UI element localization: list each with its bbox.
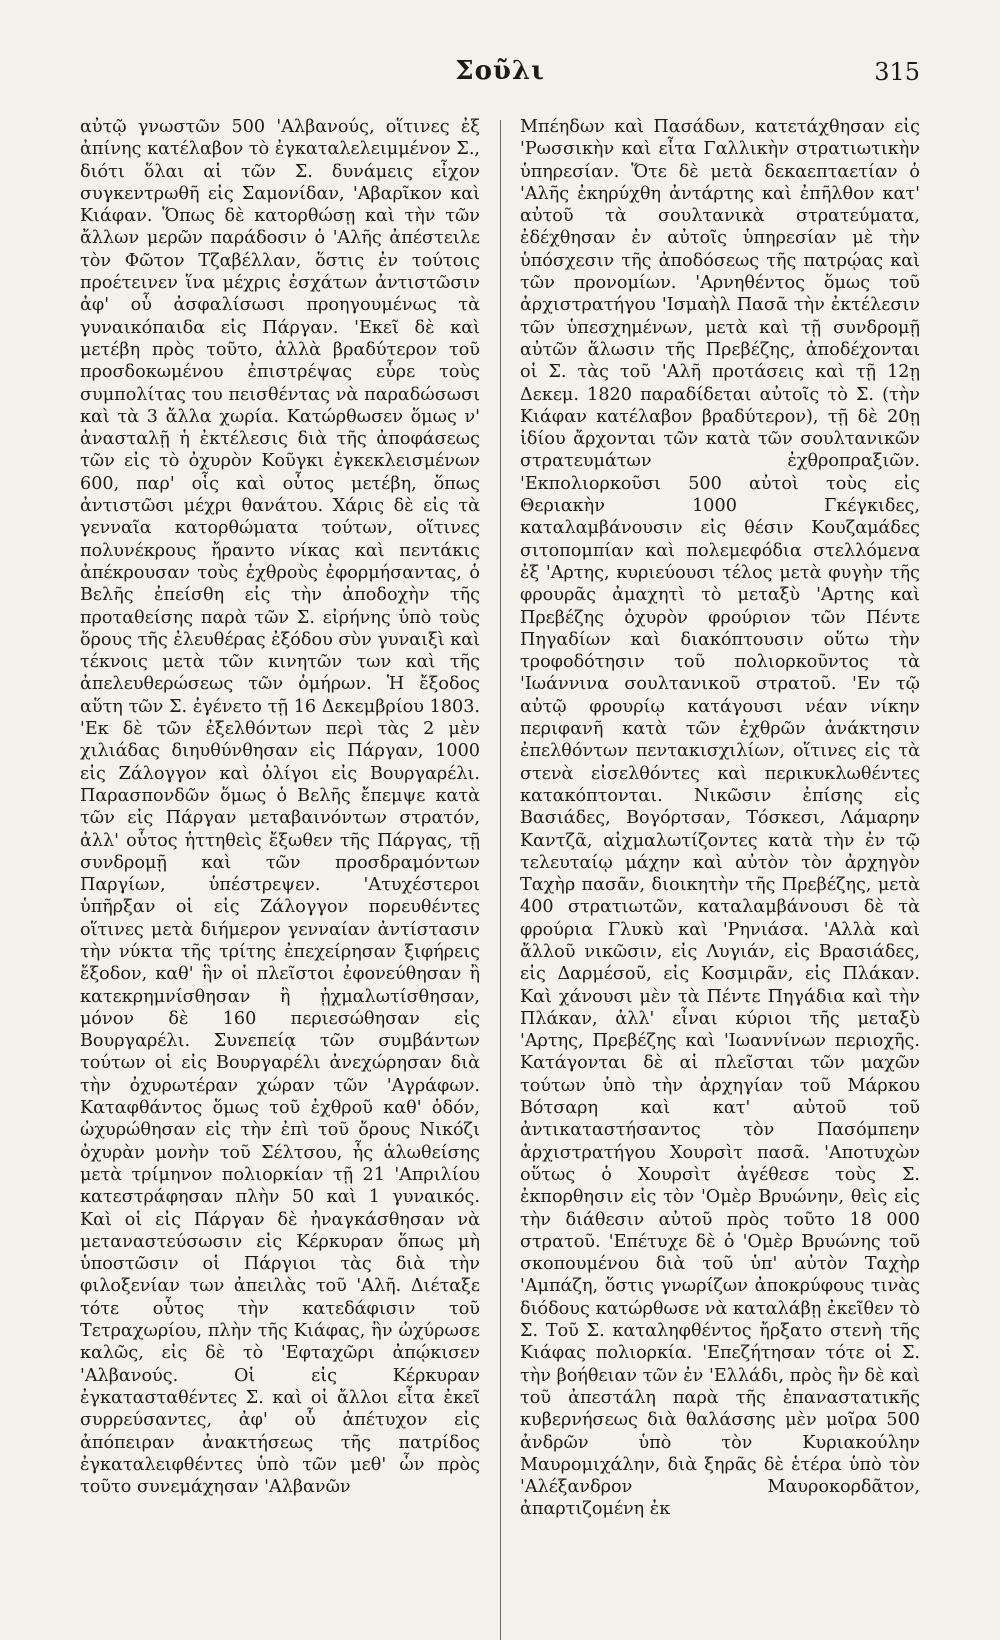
page-header (80, 56, 920, 96)
column-divider (500, 120, 501, 1640)
text-columns (80, 116, 920, 1640)
running-head: Σοῦλι (455, 56, 545, 86)
page-number: 315 (874, 58, 920, 86)
left-column-text: αὐτῷ γνωστῶν 500 'Αλβανούς, οἵτινες ἐξ ἀπίνης κατέλαβον τὸ ἐγκαταλελειμμένον Σ., διότι ὅλαι αἱ τῶν Σ. δυνάμεις εἶχον συγκεντρωθῆ εἰς Σαμονίδαν, 'Αβαρῖκον καὶ Κιάφαν. Ὅπως δὲ κατορθώσῃ καὶ τὴν τῶν ἄλλων μερῶν παράδοσιν ὁ 'Αλῆς ἀπέστειλε τὸν Φῶτον Τζαβέλλαν, ὅστις ἐν τούτοις προέτεινεν ἵνα μέχρις ἐσχάτων ἀντιστῶσιν ἀφ' οὗ ἀσφαλίσωσι προηγουμένως τὰ γυναικόπαιδα εἰς Πάργαν. 'Εκεῖ δὲ καὶ μετέβη πρὸς τοῦτο, ἀλλὰ βραδύτερον τοῦ προσδοκωμένου ἐπιστρέψας εὗρε τοὺς συμπολίτας του πεισθέντας νὰ παραδώσωσι καὶ τὰ 3 ἄλλα χωρία. Κατώρθωσεν ὅμως ν' ἀνασταλῇ ἡ ἐκτέλεσις διὰ τῆς ἀποφάσεως τῶν εἰς τὸ ὀχυρὸν Κοῦγκι ἐγκεκλεισμένων 600, παρ' οἷς καὶ οὗτος μετέβη, ὅπως ἀντιστῶσι μέχρι θανάτου. Χάρις δὲ εἰς τὰ γενναῖα κατορθώματα τούτων, οἵτινες πολυνέκρους ἤραντο νίκας καὶ πεντάκις ἀπέκρουσαν τοὺς ἐχθροὺς ἐφορμήσαντας, ὁ Βελῆς ἐπείσθη εἰς τὴν ἀποδοχὴν τῆς προταθείσης παρὰ τῶν Σ. εἰρήνης ὑπὸ τοὺς ὅρους τῆς ἐλευθέρας ἐξόδου σὺν γυναιξὶ καὶ τέκνοις μετὰ τῶν κινητῶν των καὶ τῆς ἀπελευθερώσεως τῶν ὁμήρων. Ἡ ἔξοδος αὕτη τῶν Σ. ἐγένετο τῇ 16 Δεκεμβρίου 1803. 'Εκ δὲ τῶν ἐξελθόντων περὶ τὰς 2 μὲν χιλιάδας διηυθύνθησαν εἰς Πάργαν, 1000 εἰς Ζάλογγον καὶ ὀλίγοι εἰς Βουργαρέλι. Παρασπονδῶν ὅμως ὁ Βελῆς ἔπεμψε κατὰ τῶν εἰς Πάργαν μεταβαινόντων στρατόν, ἀλλ' οὗτος ἡττηθεὶς ἔξωθεν τῆς Πάργας, τῇ συνδρομῇ καὶ τῶν προσδραμόντων Παργίων, ὑπέστρεψεν. 'Ατυχέστεροι ὑπῆρξαν οἱ εἰς Ζάλογγον πορευθέντες οἵτινες μετὰ διήμερον γενναίαν ἀντίστασιν τὴν νύκτα τῆς τρίτης ἐπεχείρησαν ξιφήρεις ἔξοδον, καθ' ἣν οἱ πλεῖστοι ἐφονεύθησαν ἢ κατεκρημνίσθησαν ἢ ᾐχμαλωτίσθησαν, μόνον δὲ 160 περιεσώθησαν εἰς Βουργαρέλι. Συνεπείᾳ τῶν συμβάντων τούτων οἱ εἰς Βουργαρέλι ἀνεχώρησαν διὰ τὴν ὀχυρωτέραν χώραν τῶν 'Αγράφων. Καταφθάντος ὅμως τοῦ ἐχθροῦ καθ' ὁδόν, ὠχυρώθησαν εἰς τὴν ἐπὶ τοῦ ὄρους Νικόζι ὀχυρὰν μονὴν τοῦ Σέλτσου, ἧς ἁλωθείσης μετὰ τρίμηνον πολιορκίαν τῇ 21 'Απριλίου κατεστράφησαν πλὴν 50 καὶ 1 γυναικός. Καὶ οἱ εἰς Πάργαν δὲ ἠναγκάσθησαν νὰ μεταναστεύσωσιν εἰς Κέρκυραν ὅπως μὴ ὑποστῶσιν οἱ Πάργιοι τὰς διὰ τὴν φιλοξενίαν των ἀπειλὰς τοῦ 'Αλῆ. Διέταξε τότε οὗτος τὴν κατεδάφισιν τοῦ Τετραχωρίου, πλὴν τῆς Κιάφας, ἣν ὠχύρωσε καλῶς, εἰς δὲ τὸ 'Εφταχῶρι ἀπῴκισεν 'Αλβανούς. Οἱ εἰς Κέρκυραν ἐγκατασταθέντες Σ. καὶ οἱ ἄλλοι εἶτα ἐκεῖ συρρεύσαντες, ἀφ' οὗ ἀπέτυχον εἰς ἀπόπειραν ἀνακτήσεως τῆς πατρίδος ἐγκαταλειφθέντες ὑπὸ τῶν μεθ' ὧν πρὸς τοῦτο συνεμάχησαν 'Αλβανῶν (80, 117, 481, 1498)
right-column-text: Μπέηδων καὶ Πασάδων, κατετάχθησαν εἰς 'Ρωσσικὴν καὶ εἶτα Γαλλικὴν στρατιωτικὴν ὑπηρεσίαν. Ὅτε δὲ μετὰ δεκαεπταετίαν ὁ 'Αλῆς ἐκηρύχθη ἀντάρτης καὶ ἐπῆλθον κατ' αὐτοῦ τὰ σουλτανικὰ στρατεύματα, ἐδέχθησαν ἐν αὐτοῖς ὑπηρεσίαν μὲ τὴν ὑπόσχεσιν τῆς ἀποδόσεως τῆς πατρῴας καὶ τῶν προνομίων. 'Αρνηθέντος ὅμως τοῦ ἀρχιστρατήγου 'Ισμαὴλ Πασᾶ τὴν ἐκτέλεσιν τῶν ὑπεσχημένων, μετὰ καὶ τῇ συνδρομῇ αὐτῶν ἅλωσιν τῆς Πρεβέζης, ἀποδέχονται οἱ Σ. τὰς τοῦ 'Αλῆ προτάσεις καὶ τῇ 12ῃ Δεκεμ. 1820 παραδίδεται αὐτοῖς τὸ Σ. (τὴν Κιάφαν κατέλαβον βραδύτερον), τῇ δὲ 20ῃ ἰδίου ἄρχονται τῶν κατὰ τῶν σουλτανικῶν στρατευμάτων ἐχθροπραξιῶν. 'Εκπολιορκοῦσι 500 αὐτοὶ τοὺς εἰς Θεριακὴν 1000 Γκέγκιδες, καταλαμβάνουσιν εἰς θέσιν Κουζαμάδες σιτοπομπίαν καὶ πολεμεφόδια στελλόμενα ἐξ 'Αρτης, κυριεύουσι τέλος μετὰ φυγὴν τῆς φρουρᾶς ἀμαχητὶ τὸ μεταξὺ 'Αρτης καὶ Πρεβέζης ὀχυρὸν φρούριον τῶν Πέντε Πηγαδίων καὶ διακόπτουσιν οὕτω τὴν τροφοδότησιν τοῦ πολιορκοῦντος τὰ 'Ιωάννινα σουλτανικοῦ στρατοῦ. 'Εν τῷ αὐτῷ φρουρίῳ κατάγουσι νέαν νίκην περιφανῆ κατὰ τῶν ἐχθρῶν ἀνάκτησιν ἐπελθόντων πεντακισχιλίων, οἵτινες εἰς τὰ στενὰ εἰσελθόντες καὶ περικυκλωθέντες κατακόπτονται. Νικῶσιν ἐπίσης εἰς Βασιάδες, Βογόρτσαν, Τόσκεσι, Λάμαρην Καντζᾶ, αἰχμαλωτίζοντες κατὰ τὴν ἐν τῷ τελευταίῳ μάχην καὶ αὐτὸν τὸν ἀρχηγὸν Ταχὴρ πασᾶν, διοικητὴν τῆς Πρεβέζης, μετὰ 400 στρατιωτῶν, καταλαμβάνουσι δὲ τὰ φρούρια Γλυκὺ καὶ 'Ρηνιάσα. 'Αλλὰ καὶ ἄλλοῦ νικῶσιν, εἰς Λυγιάν, εἰς Βρασιάδες, εἰς Δαρμέσοῦ, εἰς Κοσμιρᾶν, εἰς Πλάκαν. Καὶ χάνουσι μὲν τὰ Πέντε Πηγάδια καὶ τὴν Πλάκαν, ἀλλ' εἶναι κύριοι τῆς μεταξὺ 'Αρτης, Πρεβέζης καὶ 'Ιωαννίνων περιοχῆς. Κατάγονται δὲ αἱ πλεῖσται τῶν μαχῶν τούτων ὑπὸ τὴν ἀρχηγίαν τοῦ Μάρκου Βότσαρη καὶ κατ' αὐτοῦ τοῦ ἀντικαταστήσαντος τὸν Πασόμπεην ἀρχιστρατήγου Χουρσὶτ πασᾶ. 'Αποτυχὼν οὕτως ὁ Χουρσὶτ ἀγέθεσε τοὺς Σ. ἐκπορθησιν εἰς τὸν 'Ομὲρ Βρυώνην, θεὶς εἰς τὴν διάθεσιν αὐτοῦ πρὸς τοῦτο 18 000 στρατοῦ. 'Επέτυχε δὲ ὁ 'Ομὲρ Βρυώνης τοῦ σκοπουμένου διὰ τοῦ ὑπ' αὐτὸν Ταχὴρ 'Αμπάζη, ὅστις γνωρίζων ἀποκρύφους τινὰς διόδους κατώρθωσε νὰ καταλάβῃ ἐκεῖθεν τὸ Σ. Τοῦ Σ. καταληφθέντος ἤρξατο στενὴ τῆς Κιάφας πολιορκία. 'Επεζήτησαν τότε οἱ Σ. τὴν βοήθειαν τῶν ἐν 'Ελλάδι, πρὸς ἣν δὲ καὶ τοῦ ἀπεστάλη παρὰ τῆς ἐπαναστατικῆς κυβερνήσεως διὰ θαλάσσης μὲν μοῖρα 500 ἀνδρῶν ὑπὸ τὸν Κυριακούλην Μαυρομιχάλην, διὰ ξηρᾶς δὲ ἑτέρα ὑπὸ τὸν 'Αλέξανδρον Μαυροκορδᾶτον, ἀπαρτιζομένη ἐκ (520, 117, 920, 1520)
